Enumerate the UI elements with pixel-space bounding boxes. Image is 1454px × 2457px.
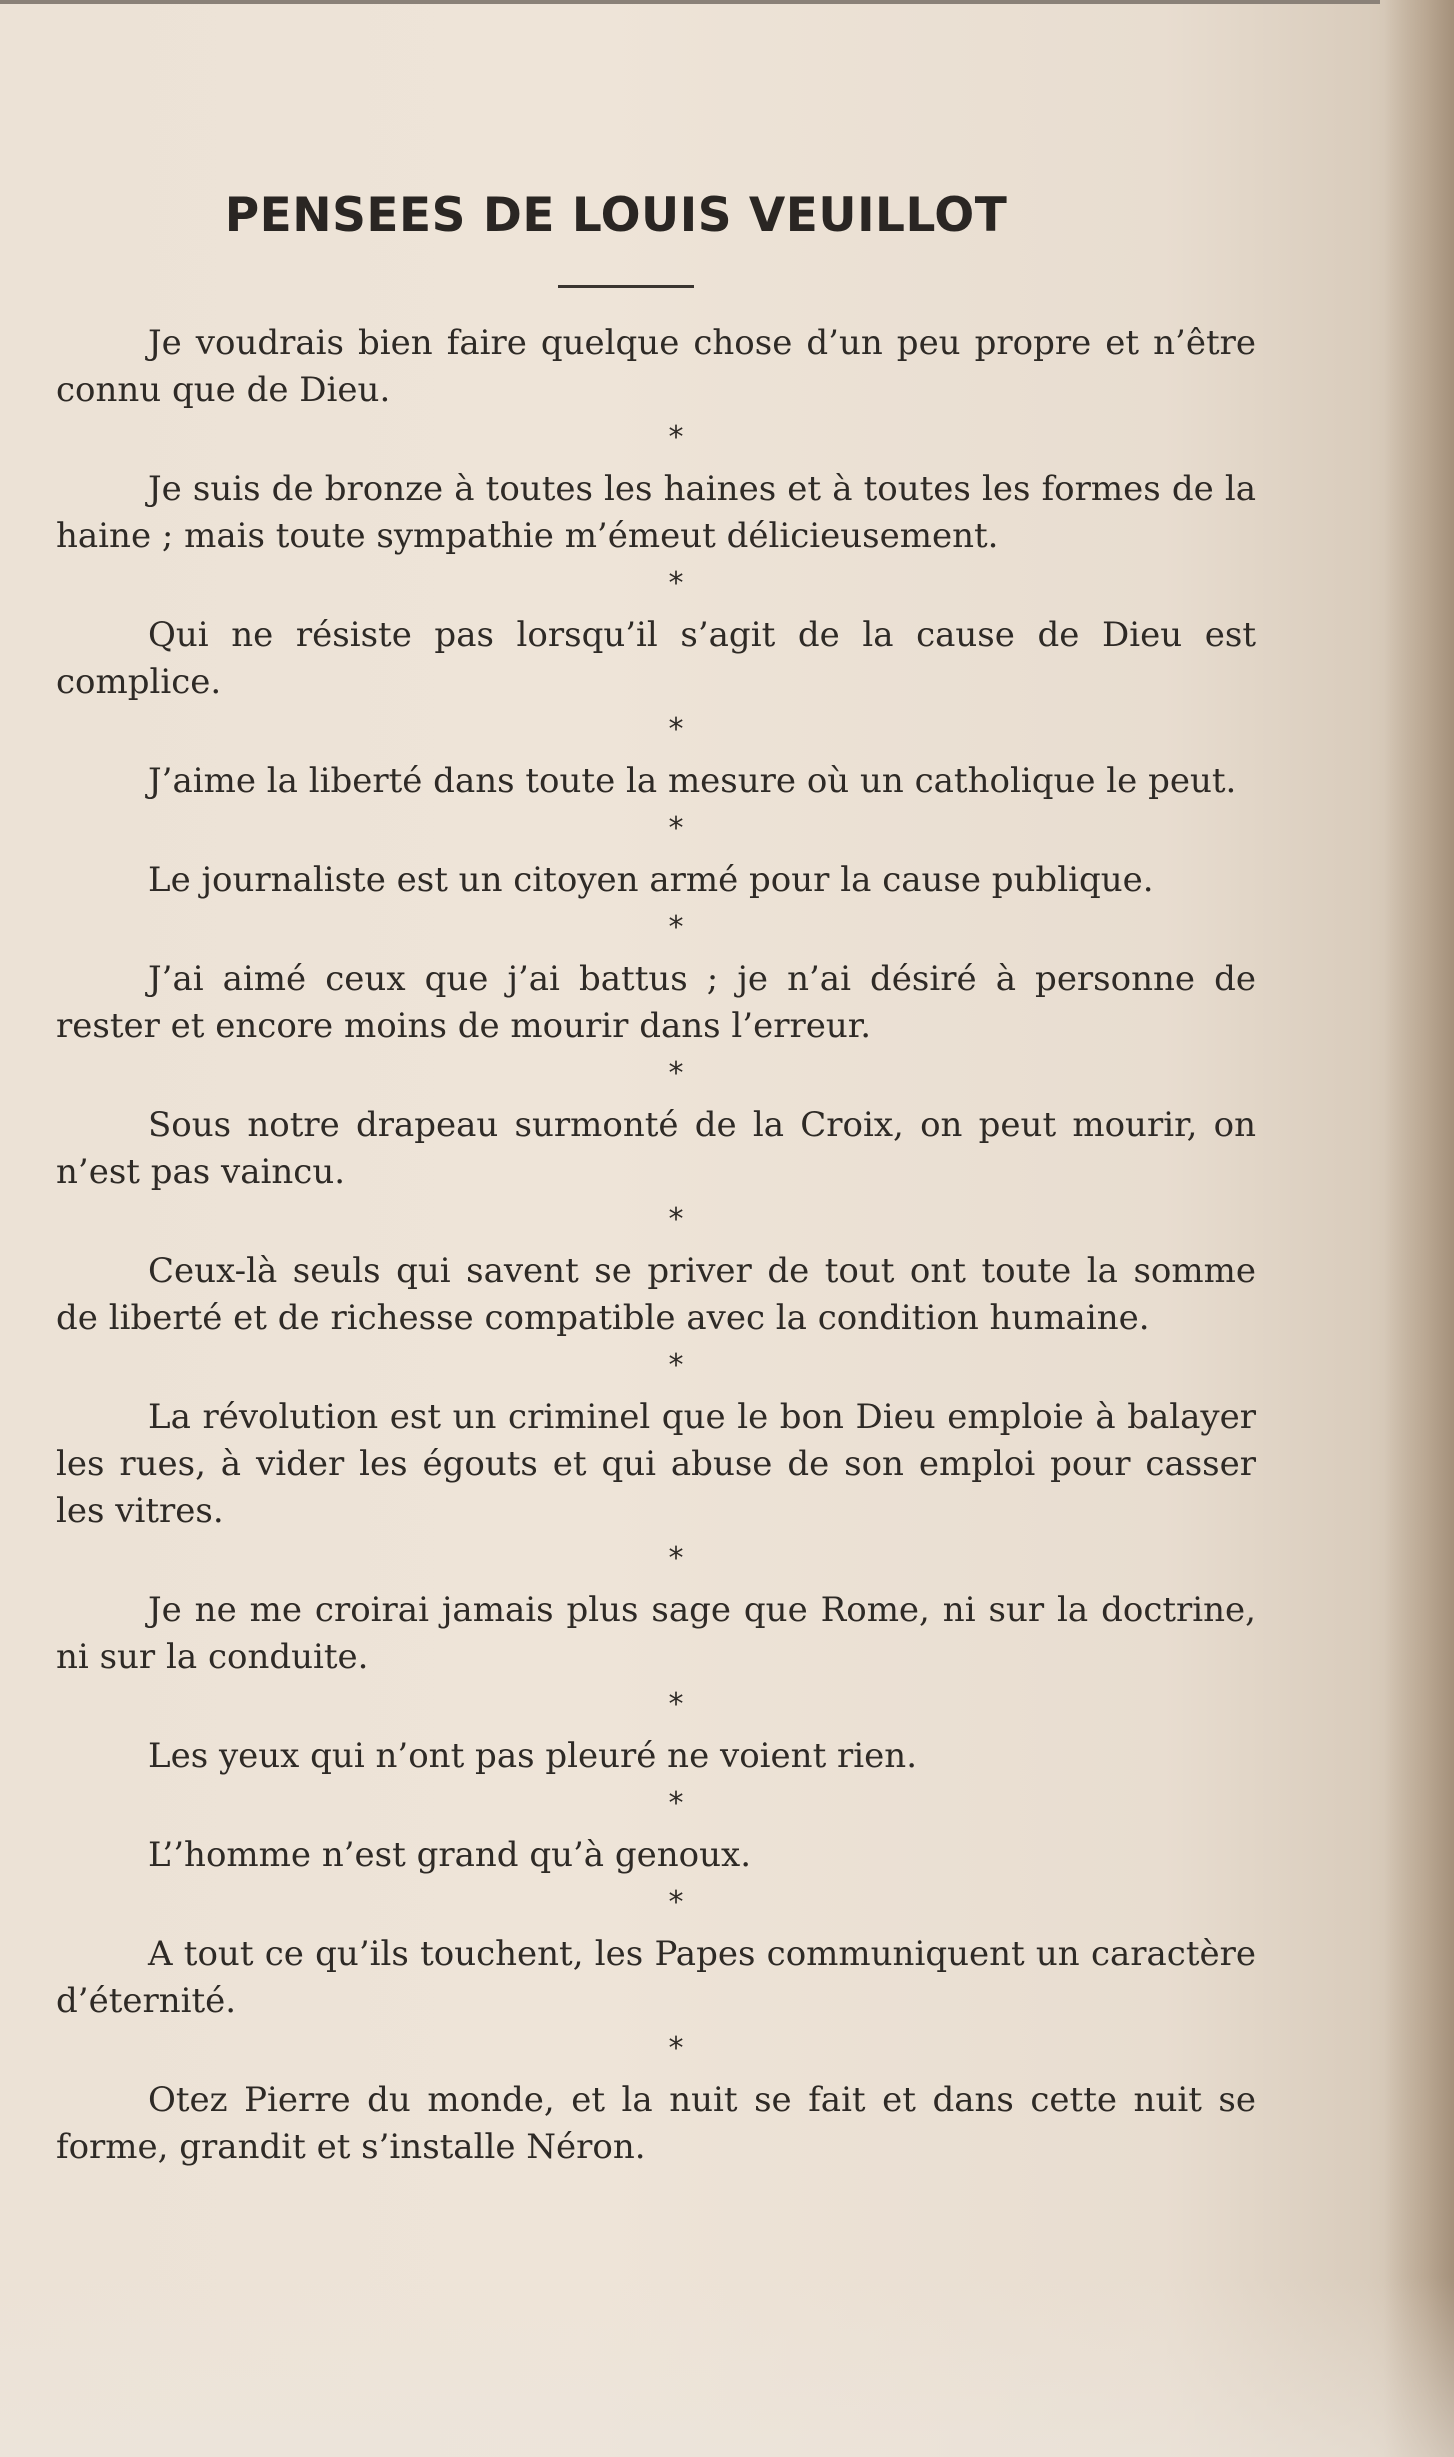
separator-star: *	[668, 910, 684, 945]
thought-14: Otez Pierre du monde, et la nuit se fait et dans cette nuit se forme, grandit et s’installe Néron.	[56, 2080, 1256, 2167]
separator-star: *	[668, 1056, 684, 1091]
separator-star: *	[668, 1786, 684, 1821]
binding-shadow	[1384, 0, 1454, 2457]
separator-star: *	[668, 420, 684, 455]
separator-star: *	[668, 1202, 684, 1237]
thought-1: Je voudrais bien faire quelque chose d’un peu propre et n’être connu que de Dieu.	[56, 323, 1256, 410]
page-title: PENSEES DE LOUIS VEUILLOT	[224, 188, 1008, 243]
separator-star: *	[668, 566, 684, 601]
separator-star: *	[668, 2031, 684, 2066]
thought-8: Ceux-là seuls qui savent se priver de tout ont toute la somme de liberté et de richesse compatible avec la condition humaine.	[56, 1251, 1256, 1338]
separator-star: *	[668, 712, 684, 747]
thought-7: Sous notre drapeau surmonté de la Croix, on peut mourir, on n’est pas vaincu.	[56, 1105, 1256, 1192]
separator-star: *	[668, 1541, 684, 1576]
thought-2: Je suis de bronze à toutes les haines et à toutes les formes de la haine ; mais toute sympathie m’émeut délicieusement.	[56, 469, 1256, 556]
separator-star: *	[668, 1885, 684, 1920]
title-underline	[558, 285, 694, 288]
thought-11: Les yeux qui n’ont pas pleuré ne voient rien.	[148, 1736, 918, 1776]
thought-12: L’’homme n’est grand qu’à genoux.	[148, 1835, 752, 1875]
page-top-edge	[0, 0, 1380, 4]
thought-4: J’aime la liberté dans toute la mesure où un catholique le peut.	[148, 761, 1237, 801]
thought-6: J’ai aimé ceux que j’ai battus ; je n’ai désiré à personne de rester et encore moins de mourir dans l’erreur.	[56, 959, 1256, 1046]
separator-star: *	[668, 811, 684, 846]
page-bottom-margin	[0, 2277, 1454, 2457]
thought-13: A tout ce qu’ils touchent, les Papes communiquent un caractère d’éternité.	[56, 1934, 1256, 2021]
thought-3: Qui ne résiste pas lorsqu’il s’agit de la cause de Dieu est complice.	[56, 615, 1256, 702]
thought-9: La révolution est un criminel que le bon Dieu emploie à balayer les rues, à vider les égouts et qui abuse de son emploi pour casser les vitres.	[56, 1397, 1256, 1531]
thought-10: Je ne me croirai jamais plus sage que Rome, ni sur la doctrine, ni sur la conduite.	[56, 1590, 1256, 1677]
thoughts-list	[56, 320, 1256, 2171]
separator-star: *	[668, 1348, 684, 1383]
thought-5: Le journaliste est un citoyen armé pour la cause publique.	[148, 860, 1154, 900]
separator-star: *	[668, 1687, 684, 1722]
